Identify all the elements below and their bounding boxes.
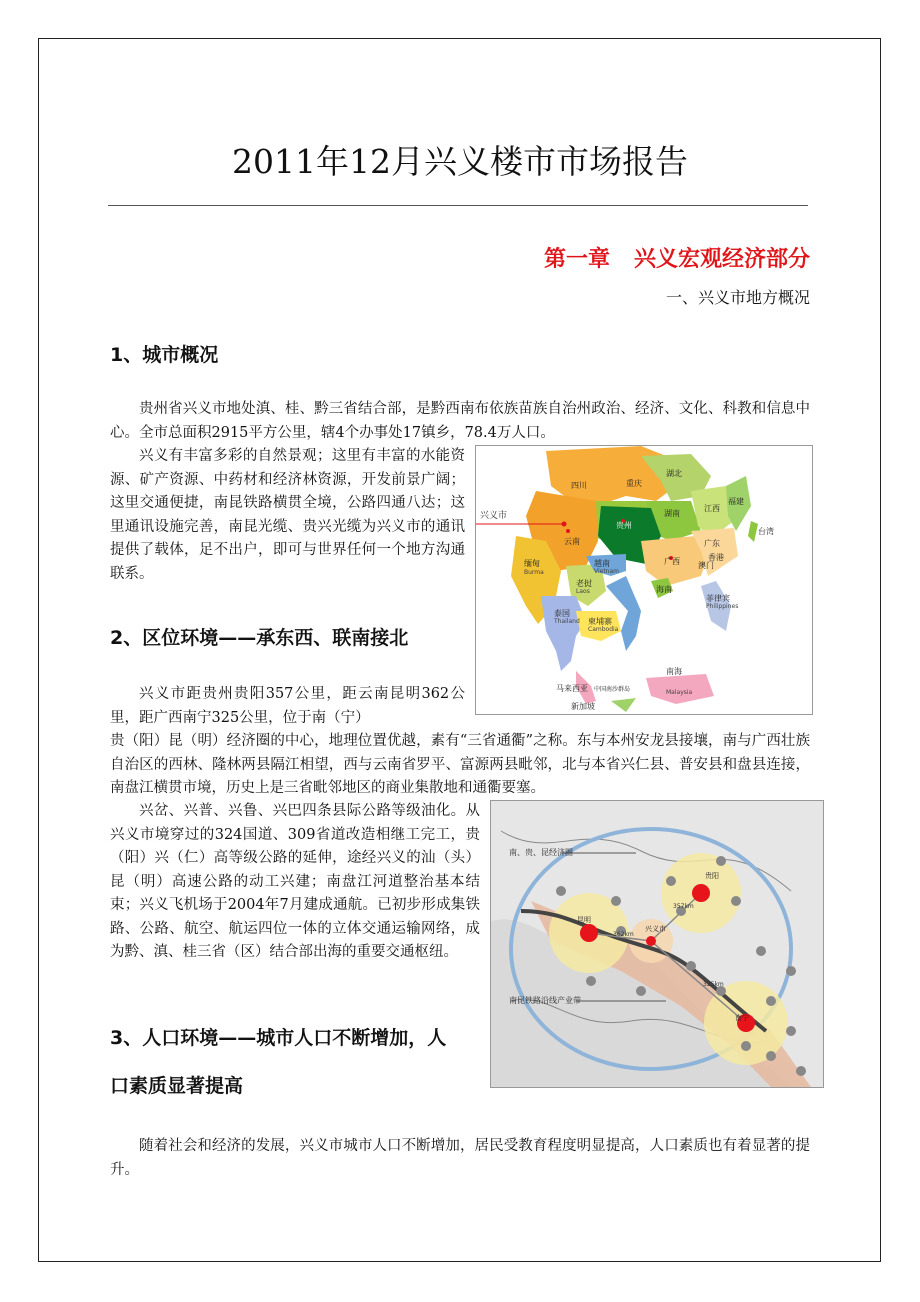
map1-label-laos: 老挝 (576, 579, 592, 588)
map1-label-thailand: 泰国 (554, 609, 570, 618)
map1-label-philippines: 菲律宾 (706, 594, 730, 603)
map1-label-macau: 澳门 (698, 561, 714, 570)
section-2-paragraph-1a: 兴义市距贵州贵阳357公里，距云南昆明362公里，距广西南宁325公里，位于南（宁） (110, 686, 465, 726)
map1-sub-laos: Laos (576, 588, 590, 595)
section-2-paragraph-2: 兴岔、兴普、兴鲁、兴巴四条县际公路等级油化。从兴义市境穿过的324国道、309省道改造相继工完工，贵（阳）兴（仁）高等级公路的延伸，途经兴义的汕（头）昆（明）高速公路的动工兴建；南盘江河道整治基本结束；兴义飞机场于2004年7月建成通航。已初步形成集铁路、公路、航空、航运四位一体的立体交通运输网络，成为黔、滇、桂三省（区）结合部出海的重要交通枢纽。 (110, 803, 480, 960)
map1-label-cambodia: 柬埔寨 (588, 617, 612, 626)
regional-map-graphic (476, 446, 812, 714)
section-1-heading: 1、城市概况 (110, 344, 219, 366)
map1-sub-burma: Burma (524, 569, 544, 576)
title-divider (108, 205, 808, 206)
map1-sub-philippines: Philippines (706, 603, 739, 610)
subsection-heading: 一、兴义市地方概况 (665, 288, 810, 307)
map2-distance-kunming: 362km (613, 931, 634, 938)
map1-label-fujian: 福建 (728, 497, 744, 506)
map1-label-jiangxi: 江西 (704, 504, 720, 513)
map1-pointer-label: 兴义市 (480, 511, 508, 521)
xingyi-dot (646, 936, 656, 946)
map2-guiyang-label: 贵阳 (705, 872, 719, 880)
section-3-paragraph-1: 随着社会和经济的发展，兴义市城市人口不断增加，居民受教育程度明显提高，人口素质也有着显著的提升。 (110, 1138, 810, 1178)
map1-label-hongkong: 香港 (708, 553, 724, 562)
map2-circle-label: 南、贵、昆经济圈 (509, 848, 573, 857)
map1-sub-thailand: Thailand (554, 618, 580, 625)
map1-label-nanhai: 南海 (666, 667, 682, 676)
map2-xingyi-label: 兴义市 (645, 925, 666, 933)
map1-sub-malaysia: Malaysia (666, 689, 693, 696)
map2-kunming-label: 昆明 (577, 916, 591, 924)
map1-label-singapore: 新加坡 (571, 702, 595, 711)
section-1-paragraph-2: 兴义有丰富多彩的自然景观；这里有丰富的水能资源、矿产资源、中药材和经济林资源，开发前景广阔；这里交通便捷，南昆铁路横贯全境，公路四通八达；这里通讯设施完善，南昆光缆、贵兴光缆为兴义市的通讯提供了载体，足不出户，即可与世界任何一个地方沟通联系。 (110, 448, 465, 582)
map1-label-guangdong: 广东 (704, 539, 720, 548)
page-title: 2011年12月兴义楼市市场报告 (232, 142, 688, 181)
map2-nanning-label: 南宁 (735, 1014, 749, 1022)
map1-label-malaysia-west: 马来西亚 (556, 684, 588, 693)
kunming-dot (580, 924, 598, 942)
map1-label-vietnam: 越南 (594, 559, 610, 568)
xingyi-marker (562, 522, 567, 527)
map2-belt-label: 南昆铁路沿线产业带 (509, 996, 581, 1005)
guiyang-dot (692, 884, 710, 902)
map1-label-guangxi: 广西 (664, 557, 680, 566)
economic-circle-map (490, 800, 824, 1088)
map1-label-burma: 缅甸 (524, 559, 540, 568)
chapter-heading (544, 242, 810, 273)
map1-label-hubei: 湖北 (666, 469, 682, 478)
regional-map (475, 445, 813, 715)
map2-distance-nanning: 325km (703, 981, 724, 988)
map1-label-nansha: 中国南沙群岛 (594, 686, 631, 693)
chapter-title: 兴义宏观经济部分 (633, 247, 810, 272)
chapter-number: 第一章 (543, 247, 610, 272)
section-2-paragraph-1b: 贵（阳）昆（明）经济圈的中心，地理位置优越，素有“三省通衢”之称。东与本州安龙县接壤，南与广西壮族自治区的西林、隆林两县隔江相望，西与云南省罗平、富源两县毗邻，北与本省兴仁县、普安县和盘县连接，南盘江横贯市境，历史上是三省毗邻地区的商业集散地和通衢要塞。 (110, 733, 810, 796)
map1-label-hainan: 海南 (656, 585, 672, 594)
map1-label-guizhou: 贵州 (616, 521, 632, 530)
section-3-heading-line-1: 3、人口环境——城市人口不断增加，人 (110, 1027, 447, 1049)
map1-sub-vietnam: Vietnam (594, 568, 620, 575)
map1-sub-cambodia: Cambodia (588, 626, 619, 633)
kunming-marker (566, 529, 570, 533)
section-2-heading: 2、区位环境——承东西、联南接北 (110, 627, 409, 649)
economic-circle-graphic (491, 801, 823, 1087)
map1-label-yunnan: 云南 (564, 537, 580, 546)
map2-distance-guiyang: 357km (673, 903, 694, 910)
section-1-paragraph-1: 贵州省兴义市地处滇、桂、黔三省结合部，是黔西南布依族苗族自治州政治、经济、文化、科教和信息中心。全市总面积2915平方公里，辖4个办事处17镇乡，78.4万人口。 (110, 401, 810, 441)
section-3-heading-line-2: 口素质显著提高 (110, 1075, 244, 1097)
map1-label-chongqing: 重庆 (626, 479, 642, 488)
map1-label-taiwan: 台湾 (758, 527, 774, 536)
map1-label-sichuan: 四川 (571, 481, 587, 490)
map1-label-hunan: 湖南 (664, 509, 680, 518)
